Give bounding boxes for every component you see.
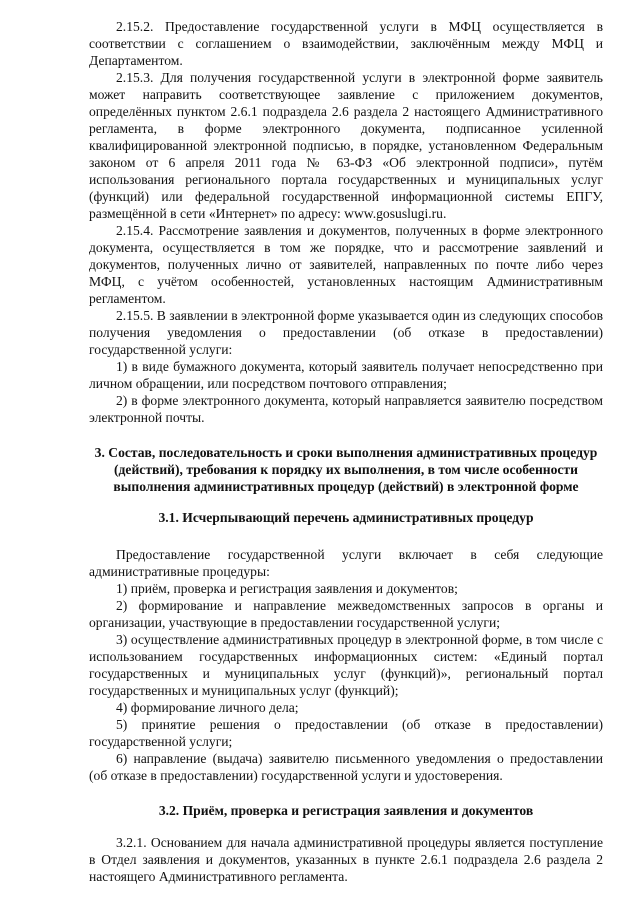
list-item-procedure-6: 6) направление (выдача) заявителю письменного уведомления о предоставлении (об отказе в предоставлении) государственной услуги и удостоверения. [89,751,603,783]
paragraph-2-15-4: 2.15.4. Рассмотрение заявления и документов, полученных в форме электронного документа, осуществляется в том же порядке, что и рассмотрение заявлений и документов, полученных лично от заявителей, направленных по почте либо через МФЦ, с учётом особенностей, установленных настоящим Административным регламентом. [89,223,603,306]
list-item-procedure-5: 5) принятие решения о предоставлении (об отказе в предоставлении) государственной услуги; [89,717,603,749]
list-item-electronic-document: 2) в форме электронного документа, который направляется заявителю посредством электронной почты. [89,393,603,425]
paragraph-3-2-1: 3.2.1. Основанием для начала административной процедуры является поступление в Отдел заявления и документов, указанных в пункте 2.6.1 подраздела 2.6 раздела 2 настоящего Административного регламента. [89,835,603,884]
list-item-procedure-3: 3) осуществление административных процедур в электронной форме, в том числе с использованием государственных информационных систем: «Единый портал государственных и муниципальных услуг (функций)», региональный портал государственных и муниципальных услуг (функций); [89,632,603,698]
list-item-procedure-2: 2) формирование и направление межведомственных запросов в органы и организации, участвующие в предоставлении государственной услуги; [89,598,603,630]
list-item-procedure-4: 4) формирование личного дела; [116,700,299,715]
document-page [89,18,603,885]
section-heading-3-1: 3.1. Исчерпывающий перечень административных процедур [158,510,534,525]
paragraph-2-15-5: 2.15.5. В заявлении в электронной форме указывается один из следующих способов получения уведомления о предоставлении (об отказе в предоставлении) государственной услуги: [89,308,603,357]
list-item-paper-document: 1) в виде бумажного документа, который заявитель получает непосредственно при личном обращении, или посредством почтового отправления; [89,359,603,391]
paragraph-2-15-3: 2.15.3. Для получения государственной услуги в электронной форме заявитель может направить соответствующее заявление с приложением документов, определённых пунктом 2.6.1 подраздела 2.6 раздела 2 настоящего Административного регламента, в форме электронного документа, подписанное усиленной квалифицированной электронной подписью, в порядке, установленном Федеральным законом от 6 апреля 2011 года № 63-ФЗ «Об электронной подписи», путём использования регионального портала государственных и муниципальных услуг (функций) или федеральной государственной информационной системы ЕПГУ, размещённой в сети «Интернет» по адресу: www.gosuslugi.ru. [89,70,603,221]
list-item-procedure-1: 1) приём, проверка и регистрация заявления и документов; [116,581,458,596]
paragraph-2-15-2: 2.15.2. Предоставление государственной услуги в МФЦ осуществляется в соответствии с соглашением о взаимодействии, заключённым между МФЦ и Департаментом. [89,19,603,68]
paragraph-3-1-intro: Предоставление государственной услуги включает в себя следующие административные процедуры: [89,547,603,579]
section-heading-3-2: 3.2. Приём, проверка и регистрация заявления и документов [158,803,534,818]
section-heading-3: 3. Состав, последовательность и сроки выполнения административных процедур (действий), требования к порядку их выполнения, в том числе особенности выполнения административных процедур (действий) в электронной форме [94,445,598,494]
